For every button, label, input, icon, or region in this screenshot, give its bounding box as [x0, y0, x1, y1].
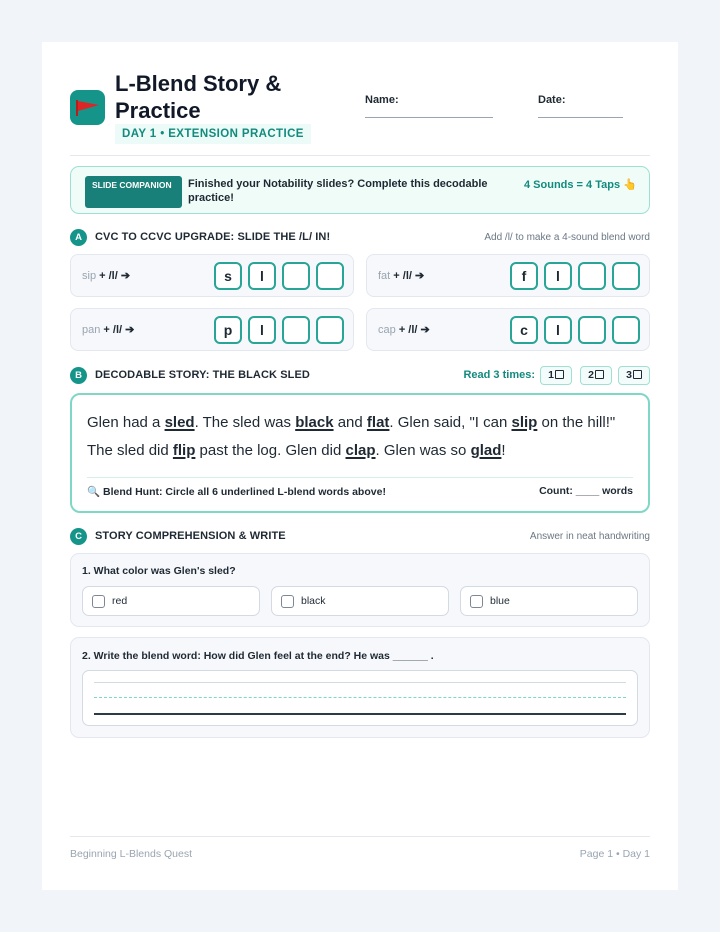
word-card-cap — [366, 308, 650, 351]
page-title: L-Blend Story & Practice — [115, 71, 282, 123]
base-word: pan — [82, 324, 101, 336]
l-blend-word[interactable]: flip — [172, 442, 196, 459]
read-checkbox-1[interactable] — [540, 366, 572, 385]
story-fragment: and — [333, 414, 367, 431]
sound-tile[interactable]: s — [214, 262, 242, 290]
option-label: black — [301, 595, 326, 607]
plus-l: + /l/ ➔ — [393, 270, 425, 282]
word-prompt — [82, 323, 134, 336]
flag-icon — [75, 98, 100, 118]
read-number: 3 — [626, 369, 632, 381]
story-divider — [87, 477, 633, 478]
name-label: Name: — [365, 94, 399, 106]
date-label: Date: — [538, 94, 566, 106]
logo — [70, 90, 105, 125]
section-a-title: CVC TO CCVC UPGRADE: SLIDE THE /L/ IN! — [95, 231, 331, 243]
slide-companion-banner — [70, 166, 650, 214]
writing-top-line — [94, 682, 626, 683]
section-c-note: Answer in neat handwriting — [529, 531, 650, 542]
plus-l: + /l/ ➔ — [103, 324, 135, 336]
question-1: 1. What color was Glen's sled? — [82, 565, 236, 577]
name-field[interactable] — [365, 117, 493, 118]
date-field[interactable] — [538, 117, 623, 118]
plus-l: + /l/ ➔ — [99, 270, 131, 282]
option-label: red — [112, 595, 128, 607]
option-label: blue — [490, 595, 510, 607]
read-number: 2 — [588, 369, 594, 381]
plus-l: + /l/ ➔ — [398, 324, 430, 336]
blend-hunt-instruction: 🔍 Blend Hunt: Circle all 6 underlined L-blend words above! — [87, 486, 386, 498]
story-fragment: Glen had a — [87, 414, 165, 431]
subtitle-badge: DAY 1 • EXTENSION PRACTICE — [115, 124, 311, 144]
checkbox-icon — [633, 370, 642, 379]
read-number: 1 — [548, 369, 554, 381]
l-blend-word[interactable]: glad — [470, 442, 502, 459]
word-card-pan — [70, 308, 354, 351]
sound-tile[interactable]: l — [248, 262, 276, 290]
sound-tile[interactable]: p — [214, 316, 242, 344]
story-text — [87, 409, 638, 465]
footer-title: Beginning L-Blends Quest — [70, 848, 192, 860]
checkbox-icon — [470, 595, 483, 608]
worksheet-page — [42, 42, 678, 890]
question-1-card — [70, 553, 650, 627]
sound-tile[interactable] — [282, 262, 310, 290]
section-c-title: STORY COMPREHENSION & WRITE — [95, 530, 286, 542]
sound-tile[interactable]: l — [248, 316, 276, 344]
word-prompt — [378, 269, 424, 282]
footer-divider — [70, 836, 650, 837]
sound-tile[interactable]: l — [544, 262, 572, 290]
sound-tile[interactable]: c — [510, 316, 538, 344]
sound-tile[interactable]: f — [510, 262, 538, 290]
section-b-marker: B — [70, 367, 87, 384]
base-word: sip — [82, 270, 97, 282]
checkbox-icon — [555, 370, 564, 379]
sound-tile[interactable] — [316, 316, 344, 344]
taps-note: 4 Sounds = 4 Taps 👆 — [524, 179, 637, 191]
handwriting-area[interactable] — [82, 670, 638, 726]
read-checkbox-3[interactable] — [618, 366, 650, 385]
l-blend-word[interactable]: clap — [345, 442, 376, 459]
checkbox-icon — [281, 595, 294, 608]
section-b-title: DECODABLE STORY: THE BLACK SLED — [95, 369, 310, 381]
l-blend-word[interactable]: black — [295, 414, 334, 431]
story-fragment: . Glen said, "I can — [389, 414, 512, 431]
l-blend-word[interactable]: sled — [164, 414, 195, 431]
writing-mid-line — [94, 697, 626, 698]
slide-companion-badge: SLIDE COMPANION — [85, 176, 182, 208]
word-prompt — [378, 323, 430, 336]
question-2: 2. Write the blend word: How did Glen feel at the end? He was ______ . — [82, 650, 434, 662]
option-blue[interactable] — [460, 586, 638, 616]
read-times-label: Read 3 times: — [463, 369, 535, 381]
read-checkbox-2[interactable] — [580, 366, 612, 385]
word-card-sip — [70, 254, 354, 297]
option-black[interactable] — [271, 586, 449, 616]
word-prompt — [82, 269, 130, 282]
l-blend-word[interactable]: slip — [511, 414, 538, 431]
word-card-fat — [366, 254, 650, 297]
section-a-note: Add /l/ to make a 4-sound blend word — [484, 232, 650, 243]
sound-tile[interactable] — [282, 316, 310, 344]
header-divider — [70, 155, 650, 156]
story-fragment: past the log. Glen did — [195, 442, 346, 459]
sound-tile[interactable] — [316, 262, 344, 290]
story-fragment: . Glen was so — [375, 442, 471, 459]
sound-tile[interactable] — [612, 262, 640, 290]
section-c-marker: C — [70, 528, 87, 545]
sound-tile[interactable] — [578, 316, 606, 344]
sound-tile[interactable] — [578, 262, 606, 290]
writing-base-line — [94, 713, 626, 715]
footer-page: Page 1 • Day 1 — [579, 848, 650, 860]
story-fragment: ! — [501, 442, 506, 459]
question-2-card — [70, 637, 650, 738]
sound-tile[interactable] — [612, 316, 640, 344]
story-box — [70, 393, 650, 513]
word-count-field[interactable]: Count: ____ words — [539, 485, 633, 497]
story-fragment: on the hill!" The sled did — [87, 414, 616, 459]
l-blend-word[interactable]: flat — [366, 414, 390, 431]
sound-tile[interactable]: l — [544, 316, 572, 344]
checkbox-icon — [92, 595, 105, 608]
base-word: fat — [378, 270, 391, 282]
story-fragment: . The sled was — [194, 414, 296, 431]
banner-text: Finished your Notability slides? Complete this decodable practice! — [188, 178, 488, 204]
base-word: cap — [378, 324, 396, 336]
checkbox-icon — [595, 370, 604, 379]
section-a-marker: A — [70, 229, 87, 246]
option-red[interactable] — [82, 586, 260, 616]
